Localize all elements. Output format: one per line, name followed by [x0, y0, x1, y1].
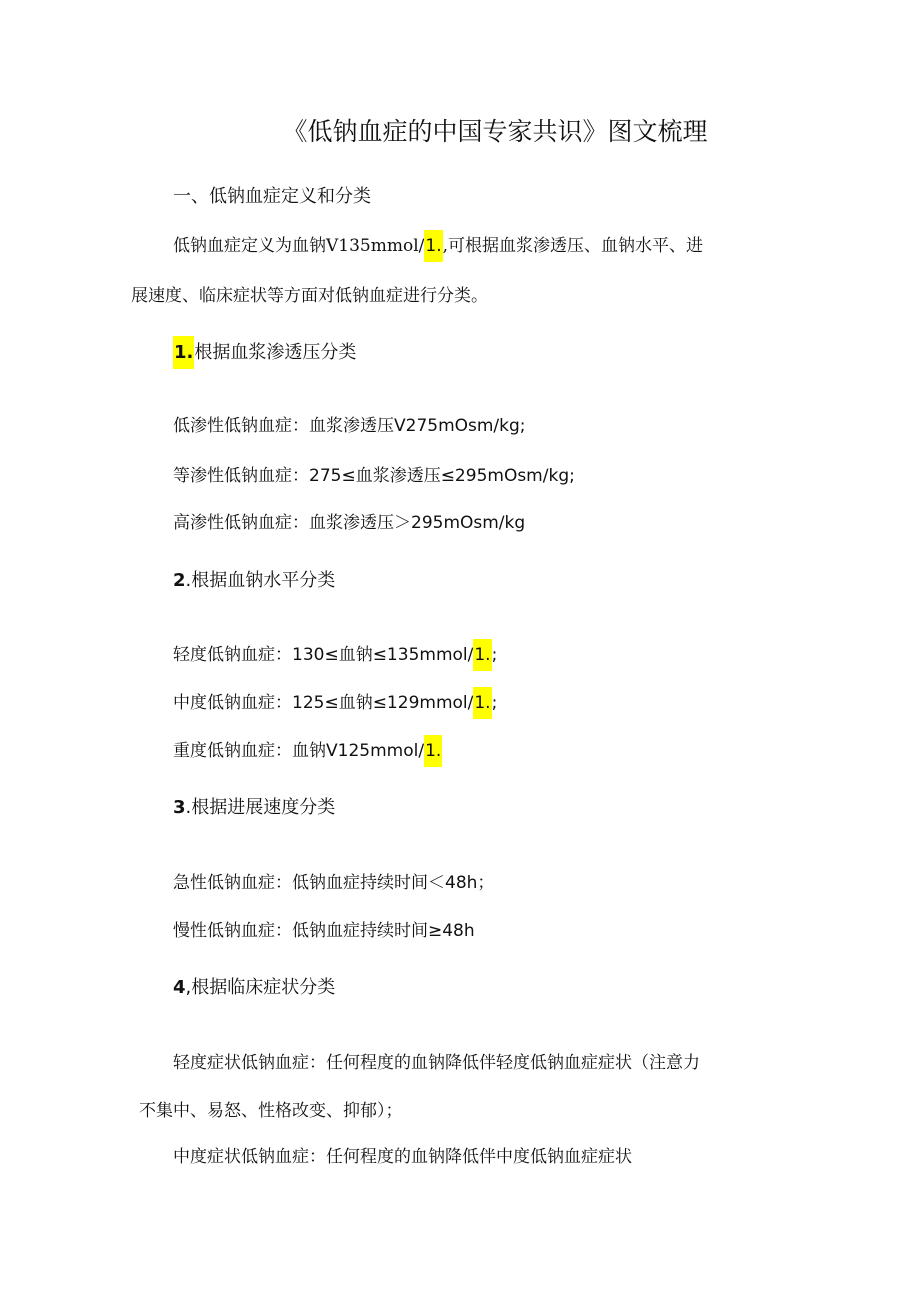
sub2-item-0-label: 轻度低钠血症： [173, 645, 292, 665]
sub2-item-0-highlight: 1. [473, 639, 491, 671]
sub3-item-1 [173, 916, 475, 941]
sub2-item-0-tail: ; [491, 645, 498, 665]
sub2-item-1-label: 中度低钠血症： [173, 693, 292, 713]
sub2-item-1-tail: ; [491, 693, 498, 713]
sub2-item-2-highlight: 1. [424, 735, 442, 767]
sub3-item-1-label: 慢性低钠血症： [173, 921, 292, 941]
sub3-heading-text: .根据进展速度分类 [185, 797, 336, 818]
sub1-item-1-value: 275≤血浆渗透压≤295mOsm∕kg; [309, 466, 575, 486]
sub2-item-2-value: 血钠V125mmol∕ [292, 741, 425, 761]
sub2-heading-text: .根据血钠水平分类 [185, 570, 336, 591]
sub2-item-0 [173, 640, 497, 665]
section1-heading: 一、低钠血症定义和分类 [173, 186, 371, 207]
sub3-item-0 [173, 868, 494, 893]
sub1-heading [173, 338, 356, 364]
sub2-item-2 [173, 736, 442, 761]
sub4-p1-line1: 轻度症状低钠血症：任何程度的血钠降低伴轻度低钠血症症状（注意力 [173, 1053, 700, 1073]
section1-intro-highlight: 1. [424, 230, 442, 262]
sub4-number: 4 [173, 977, 186, 998]
sub3-item-0-value: 低钠血症持续时间＜48h； [292, 873, 495, 893]
sub1-heading-text: 根据血浆渗透压分类 [194, 342, 357, 363]
section1-intro-b: ,可根据血浆渗透压、血钠水平、进 [442, 236, 704, 256]
section1-intro-a: 低钠血症定义为血钠V135mmol∕ [173, 236, 425, 256]
sub1-item-2-label: 高渗性低钠血症：血浆渗透压＞ [173, 513, 411, 533]
sub4-heading-text: ,根据临床症状分类 [185, 977, 336, 998]
sub3-item-1-value: 低钠血症持续时间≥48h [292, 921, 475, 941]
sub4-p2-line1: 中度症状低钠血症：任何程度的血钠降低伴中度低钠血症症状 [173, 1147, 632, 1167]
sub1-item-0-value: V275mOsm∕kg; [394, 416, 526, 436]
sub1-item-1-label: 等渗性低钠血症： [173, 466, 309, 486]
sub3-item-0-label: 急性低钠血症： [173, 873, 292, 893]
section1-intro-line2: 展速度、临床症状等方面对低钠血症进行分类。 [131, 286, 488, 306]
sub2-item-2-label: 重度低钠血症： [173, 741, 292, 761]
sub1-item-0 [173, 411, 526, 436]
sub1-item-0-label: 低渗性低钠血症：血浆渗透压 [173, 416, 394, 436]
sub1-item-2-value: 295mOsm∕kg [411, 513, 526, 533]
sub4-heading [173, 973, 335, 999]
sub1-item-2 [173, 508, 525, 533]
section1-intro-line1 [173, 231, 703, 256]
sub4-p1-line2: 不集中、易怒、性格改变、抑郁）； [139, 1101, 403, 1121]
sub3-heading [173, 793, 335, 819]
sub2-item-1 [173, 688, 497, 713]
sub1-item-1 [173, 461, 575, 486]
sub2-heading [173, 566, 335, 592]
sub2-number: 2 [173, 570, 186, 591]
sub3-number: 3 [173, 797, 186, 818]
sub2-item-1-highlight: 1. [473, 687, 491, 719]
sub2-item-1-value: 125≤血钠≤129mmol∕ [292, 693, 474, 713]
sub1-number-highlight: 1. [173, 336, 194, 369]
sub2-item-0-value: 130≤血钠≤135mmol∕ [292, 645, 474, 665]
document-title: 《低钠血症的中国专家共识》图文梳理 [282, 117, 708, 146]
